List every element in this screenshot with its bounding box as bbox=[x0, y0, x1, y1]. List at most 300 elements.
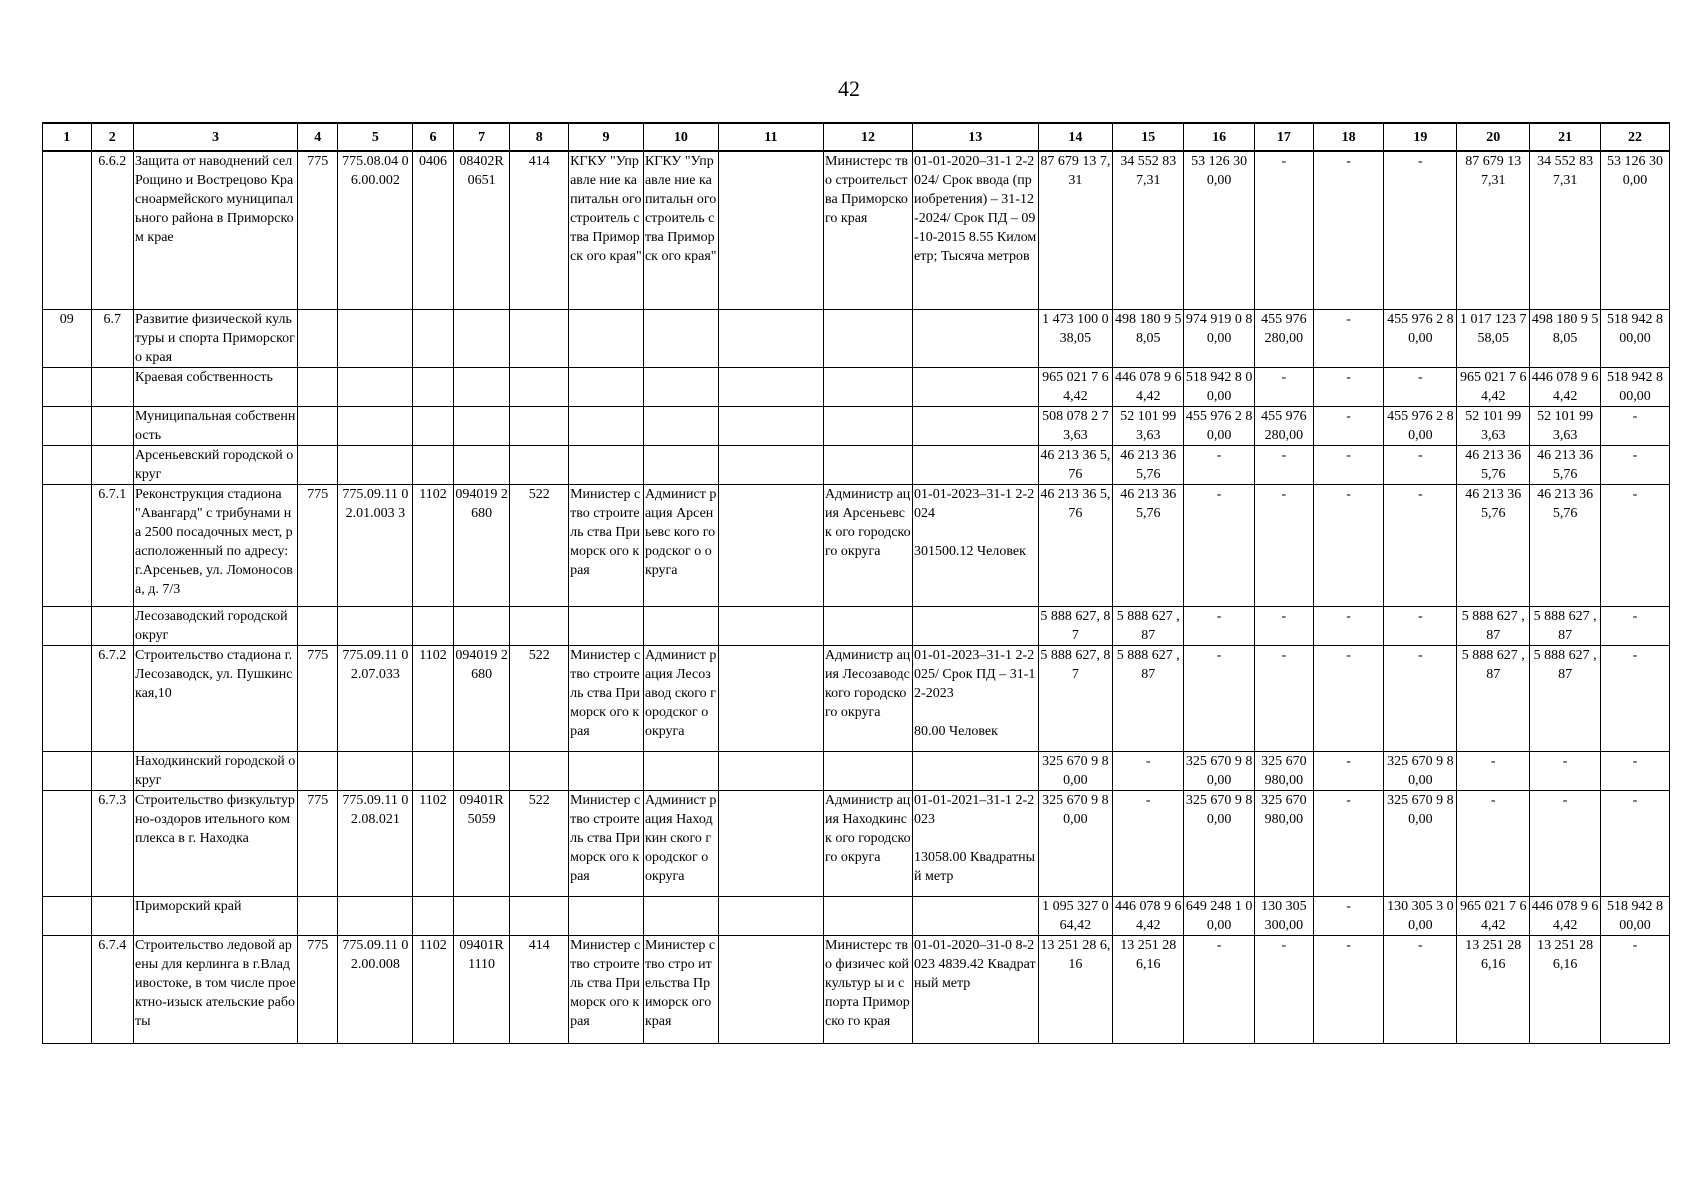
table-cell: 965 021 7 64,42 bbox=[1457, 896, 1530, 935]
table-cell: 325 670 9 80,00 bbox=[1038, 751, 1113, 790]
column-header: 22 bbox=[1600, 123, 1669, 151]
table-cell: 974 919 0 80,00 bbox=[1184, 309, 1255, 367]
table-cell: 1 017 123 758,05 bbox=[1457, 309, 1530, 367]
table-cell bbox=[453, 896, 510, 935]
table-cell bbox=[824, 309, 913, 367]
table-cell: 130 305 3 00,00 bbox=[1384, 896, 1457, 935]
table-cell: 518 942 8 00,00 bbox=[1184, 367, 1255, 406]
table-cell: 094019 2680 bbox=[453, 645, 510, 751]
table-cell bbox=[453, 406, 510, 445]
table-cell: 13 251 28 6,16 bbox=[1530, 935, 1601, 1043]
table-cell bbox=[510, 406, 569, 445]
table-cell bbox=[453, 751, 510, 790]
table-cell: 46 213 36 5,76 bbox=[1457, 445, 1530, 484]
table-cell: Министер ство строитель ства Приморск ого края bbox=[569, 645, 644, 751]
table-cell: Муниципальная собственность bbox=[134, 406, 298, 445]
table-cell: - bbox=[1313, 751, 1384, 790]
table-cell: - bbox=[1313, 406, 1384, 445]
table-row bbox=[43, 935, 1670, 1043]
table-row bbox=[43, 606, 1670, 645]
table-cell: - bbox=[1600, 645, 1669, 751]
table-cell bbox=[297, 606, 337, 645]
table-cell bbox=[297, 751, 337, 790]
table-cell: - bbox=[1384, 484, 1457, 606]
column-header: 9 bbox=[569, 123, 644, 151]
table-cell: 5 888 627, 87 bbox=[1038, 645, 1113, 751]
table-cell: 325 670 980,00 bbox=[1254, 751, 1313, 790]
table-cell bbox=[413, 367, 453, 406]
table-cell: 1102 bbox=[413, 790, 453, 896]
table-cell: - bbox=[1600, 935, 1669, 1043]
table-cell: 6.6.2 bbox=[91, 151, 133, 309]
table-cell: - bbox=[1313, 445, 1384, 484]
table-cell bbox=[297, 406, 337, 445]
table-cell: 522 bbox=[510, 645, 569, 751]
table-cell: 094019 2680 bbox=[453, 484, 510, 606]
table-cell: - bbox=[1313, 484, 1384, 606]
table-cell: - bbox=[1184, 445, 1255, 484]
table-cell: Министер ство строитель ства Приморск ого края bbox=[569, 935, 644, 1043]
table-cell bbox=[413, 606, 453, 645]
table-cell bbox=[913, 896, 1038, 935]
table-cell bbox=[91, 751, 133, 790]
table-cell bbox=[413, 309, 453, 367]
header-row bbox=[43, 123, 1670, 151]
table-cell: 13 251 28 6,16 bbox=[1457, 935, 1530, 1043]
table-cell: Приморский край bbox=[134, 896, 298, 935]
table-cell: 518 942 8 00,00 bbox=[1600, 309, 1669, 367]
table-cell: 46 213 36 5,76 bbox=[1530, 445, 1601, 484]
table-cell bbox=[43, 367, 92, 406]
column-header: 19 bbox=[1384, 123, 1457, 151]
table-cell: Администр ация Арсеньевск ого городского округа bbox=[824, 484, 913, 606]
table-cell: Строительство физкультурно-оздоров ительного комплекса в г. Находка bbox=[134, 790, 298, 896]
table-cell bbox=[453, 367, 510, 406]
table-cell: 446 078 9 64,42 bbox=[1530, 896, 1601, 935]
table-row bbox=[43, 445, 1670, 484]
table-cell: - bbox=[1384, 935, 1457, 1043]
table-cell bbox=[718, 484, 823, 606]
table-cell bbox=[718, 896, 823, 935]
table-cell: 6.7.2 bbox=[91, 645, 133, 751]
table-cell: - bbox=[1184, 935, 1255, 1043]
table-cell: 46 213 36 5,76 bbox=[1038, 484, 1113, 606]
table-cell: - bbox=[1600, 484, 1669, 606]
table-cell: 46 213 36 5,76 bbox=[1113, 445, 1184, 484]
column-header: 6 bbox=[413, 123, 453, 151]
table-cell: Администр ация Лесозаводс кого городского округа bbox=[824, 645, 913, 751]
table-cell: 325 670 9 80,00 bbox=[1038, 790, 1113, 896]
table-cell: - bbox=[1254, 606, 1313, 645]
table-cell: 09401R 1110 bbox=[453, 935, 510, 1043]
table-cell: 498 180 9 58,05 bbox=[1530, 309, 1601, 367]
table-cell: Админист рация Находкин ского городског о округа bbox=[643, 790, 718, 896]
table-cell: 522 bbox=[510, 790, 569, 896]
table-cell: 775.09.11 02.01.003 3 bbox=[338, 484, 413, 606]
table-cell: - bbox=[1313, 896, 1384, 935]
table-cell: - bbox=[1184, 645, 1255, 751]
table-cell: 5 888 627 ,87 bbox=[1530, 606, 1601, 645]
table-cell bbox=[91, 445, 133, 484]
table-row bbox=[43, 751, 1670, 790]
column-header: 3 bbox=[134, 123, 298, 151]
table-cell bbox=[510, 445, 569, 484]
table-cell: 46 213 36 5,76 bbox=[1113, 484, 1184, 606]
table-body bbox=[43, 151, 1670, 1043]
table-cell: 455 976 2 80,00 bbox=[1384, 406, 1457, 445]
table-cell: - bbox=[1384, 367, 1457, 406]
table-cell: 5 888 627 ,87 bbox=[1113, 645, 1184, 751]
table-cell: - bbox=[1113, 751, 1184, 790]
table-cell: - bbox=[1457, 751, 1530, 790]
table-cell: 53 126 30 0,00 bbox=[1184, 151, 1255, 309]
table-cell: 01-01-2020–31-1 2-2024/ Срок ввода (приобретения) – 31-12-2024/ Срок ПД – 09-10-2015 8.55 Километр; Тысяча метров bbox=[913, 151, 1038, 309]
table-cell: Строительство стадиона г. Лесозаводск, ул. Пушкинская,10 bbox=[134, 645, 298, 751]
table-cell bbox=[643, 751, 718, 790]
table-cell: 446 078 9 64,42 bbox=[1113, 896, 1184, 935]
table-cell: 518 942 8 00,00 bbox=[1600, 896, 1669, 935]
table-cell: 08402R 0651 bbox=[453, 151, 510, 309]
table-cell bbox=[413, 896, 453, 935]
table-cell: 52 101 99 3,63 bbox=[1113, 406, 1184, 445]
table-cell: Админист рация Лесозавод ского городског о округа bbox=[643, 645, 718, 751]
table-cell: - bbox=[1184, 484, 1255, 606]
table-cell bbox=[718, 935, 823, 1043]
column-header: 1 bbox=[43, 123, 92, 151]
table-cell: Находкинский городской округ bbox=[134, 751, 298, 790]
column-header: 17 bbox=[1254, 123, 1313, 151]
table-cell bbox=[824, 606, 913, 645]
table-cell: 01-01-2023–31-1 2-2025/ Срок ПД – 31-12-2023 80.00 Человек bbox=[913, 645, 1038, 751]
table-cell bbox=[569, 751, 644, 790]
table-cell: Министерс тво строительст ва Приморско го края bbox=[824, 151, 913, 309]
table-cell: 455 976 2 80,00 bbox=[1384, 309, 1457, 367]
table-cell bbox=[43, 406, 92, 445]
table-cell bbox=[43, 445, 92, 484]
table-cell: 775.09.11 02.07.033 bbox=[338, 645, 413, 751]
table-cell bbox=[91, 606, 133, 645]
table-cell: Министер ство строитель ства Приморск ого края bbox=[569, 790, 644, 896]
table-cell bbox=[824, 751, 913, 790]
table-cell: - bbox=[1254, 645, 1313, 751]
table-cell bbox=[91, 896, 133, 935]
table-cell bbox=[297, 445, 337, 484]
table-cell: 5 888 627 ,87 bbox=[1457, 606, 1530, 645]
column-header: 10 bbox=[643, 123, 718, 151]
table-cell bbox=[718, 367, 823, 406]
column-header: 16 bbox=[1184, 123, 1255, 151]
table-cell: 775 bbox=[297, 790, 337, 896]
table-cell bbox=[338, 406, 413, 445]
table-row bbox=[43, 151, 1670, 309]
table-cell: 775.08.04 06.00.002 bbox=[338, 151, 413, 309]
table-cell bbox=[413, 445, 453, 484]
table-cell: 01-01-2023–31-1 2-2024 301500.12 Человек bbox=[913, 484, 1038, 606]
table-cell: 775.09.11 02.08.021 bbox=[338, 790, 413, 896]
column-header: 21 bbox=[1530, 123, 1601, 151]
table-cell bbox=[913, 367, 1038, 406]
table-cell bbox=[453, 445, 510, 484]
table-cell: 775 bbox=[297, 935, 337, 1043]
table-cell bbox=[643, 445, 718, 484]
table-cell bbox=[43, 896, 92, 935]
table-cell: - bbox=[1600, 445, 1669, 484]
table-cell bbox=[913, 445, 1038, 484]
table-cell: 965 021 7 64,42 bbox=[1038, 367, 1113, 406]
table-cell: 455 976 2 80,00 bbox=[1184, 406, 1255, 445]
table-cell: - bbox=[1113, 790, 1184, 896]
table-cell: 325 670 9 80,00 bbox=[1384, 751, 1457, 790]
table-cell bbox=[824, 367, 913, 406]
table-cell: - bbox=[1254, 151, 1313, 309]
table-cell: 325 670 9 80,00 bbox=[1384, 790, 1457, 896]
table-cell: - bbox=[1313, 309, 1384, 367]
table-cell: Министер ство стро ительства Приморск ого края bbox=[643, 935, 718, 1043]
table-cell bbox=[453, 309, 510, 367]
table-cell: 46 213 36 5,76 bbox=[1457, 484, 1530, 606]
table-cell: 130 305 300,00 bbox=[1254, 896, 1313, 935]
table-cell bbox=[297, 896, 337, 935]
table-cell: 87 679 13 7,31 bbox=[1457, 151, 1530, 309]
table-cell bbox=[338, 896, 413, 935]
page-number: 42 bbox=[838, 76, 860, 101]
table-cell: 649 248 1 00,00 bbox=[1184, 896, 1255, 935]
table-cell: Развитие физической культуры и спорта Приморского края bbox=[134, 309, 298, 367]
table-cell: Министер ство строитель ства Приморск ого края bbox=[569, 484, 644, 606]
table-cell: 455 976 280,00 bbox=[1254, 406, 1313, 445]
table-cell bbox=[43, 606, 92, 645]
table-cell: 01-01-2021–31-1 2-2023 13058.00 Квадратный метр bbox=[913, 790, 1038, 896]
table-row bbox=[43, 896, 1670, 935]
table-cell: - bbox=[1600, 751, 1669, 790]
table-cell bbox=[338, 606, 413, 645]
table-cell: 34 552 83 7,31 bbox=[1530, 151, 1601, 309]
table-cell bbox=[569, 896, 644, 935]
table-row bbox=[43, 484, 1670, 606]
table-cell bbox=[569, 367, 644, 406]
column-header: 20 bbox=[1457, 123, 1530, 151]
table-cell bbox=[413, 406, 453, 445]
table-cell bbox=[824, 406, 913, 445]
table-cell bbox=[453, 606, 510, 645]
table-cell: 498 180 9 58,05 bbox=[1113, 309, 1184, 367]
table-cell bbox=[297, 309, 337, 367]
table-cell: 775 bbox=[297, 484, 337, 606]
table-cell: 6.7.4 bbox=[91, 935, 133, 1043]
table-cell: 09401R 5059 bbox=[453, 790, 510, 896]
table-cell bbox=[569, 445, 644, 484]
table-cell bbox=[43, 645, 92, 751]
table-cell: - bbox=[1313, 790, 1384, 896]
table-cell: 325 670 9 80,00 bbox=[1184, 751, 1255, 790]
table-cell: 6.7.1 bbox=[91, 484, 133, 606]
table-cell: 1 473 100 038,05 bbox=[1038, 309, 1113, 367]
table-cell: КГКУ "Управле ние капитальн ого строитель ства Приморск ого края" bbox=[643, 151, 718, 309]
table-cell bbox=[913, 309, 1038, 367]
table-cell: 09 bbox=[43, 309, 92, 367]
table-cell: 53 126 30 0,00 bbox=[1600, 151, 1669, 309]
table-cell bbox=[413, 751, 453, 790]
column-header: 7 bbox=[453, 123, 510, 151]
table-cell: 46 213 36 5,76 bbox=[1038, 445, 1113, 484]
column-header: 12 bbox=[824, 123, 913, 151]
table-cell bbox=[824, 896, 913, 935]
table-cell: - bbox=[1254, 367, 1313, 406]
table-cell: - bbox=[1313, 606, 1384, 645]
table-cell: 518 942 8 00,00 bbox=[1600, 367, 1669, 406]
table-cell: - bbox=[1530, 751, 1601, 790]
table-cell: 52 101 99 3,63 bbox=[1457, 406, 1530, 445]
table-cell: - bbox=[1254, 484, 1313, 606]
column-header: 14 bbox=[1038, 123, 1113, 151]
table-cell bbox=[43, 790, 92, 896]
table-cell bbox=[43, 151, 92, 309]
table-cell bbox=[338, 445, 413, 484]
table-cell: Строительство ледовой арены для керлинга в г.Владивостоке, в том числе проектно-изыск ательские работы bbox=[134, 935, 298, 1043]
table-cell bbox=[91, 406, 133, 445]
table-cell: 775 bbox=[297, 151, 337, 309]
table-row bbox=[43, 406, 1670, 445]
column-header: 8 bbox=[510, 123, 569, 151]
table-cell bbox=[43, 751, 92, 790]
table-row bbox=[43, 645, 1670, 751]
table-cell bbox=[718, 751, 823, 790]
table-cell: 46 213 36 5,76 bbox=[1530, 484, 1601, 606]
table-cell: 325 670 9 80,00 bbox=[1184, 790, 1255, 896]
table-row bbox=[43, 790, 1670, 896]
table-cell bbox=[43, 935, 92, 1043]
table-cell: Краевая собственность bbox=[134, 367, 298, 406]
table-cell: 6.7.3 bbox=[91, 790, 133, 896]
table-cell bbox=[510, 309, 569, 367]
table-cell: - bbox=[1313, 645, 1384, 751]
table-cell bbox=[338, 751, 413, 790]
table-cell bbox=[510, 606, 569, 645]
table-cell: - bbox=[1313, 935, 1384, 1043]
table-cell: 13 251 28 6,16 bbox=[1038, 935, 1113, 1043]
table-cell: 325 670 980,00 bbox=[1254, 790, 1313, 896]
table-cell: Защита от наводнений сел Рощино и Вострецово Красноармейского муниципального района в Приморском крае bbox=[134, 151, 298, 309]
table-cell bbox=[718, 606, 823, 645]
column-header: 13 bbox=[913, 123, 1038, 151]
table-cell: 87 679 13 7,31 bbox=[1038, 151, 1113, 309]
table-cell: 13 251 28 6,16 bbox=[1113, 935, 1184, 1043]
table-cell: - bbox=[1457, 790, 1530, 896]
table-cell: - bbox=[1313, 367, 1384, 406]
table-cell bbox=[510, 367, 569, 406]
table-cell: - bbox=[1254, 935, 1313, 1043]
table-cell: 1102 bbox=[413, 645, 453, 751]
table-cell bbox=[913, 606, 1038, 645]
table-cell: 508 078 2 73,63 bbox=[1038, 406, 1113, 445]
table-cell: - bbox=[1530, 790, 1601, 896]
column-header: 11 bbox=[718, 123, 823, 151]
column-header: 5 bbox=[338, 123, 413, 151]
table-cell bbox=[569, 309, 644, 367]
table-row bbox=[43, 367, 1670, 406]
table-cell bbox=[510, 751, 569, 790]
table-cell bbox=[913, 751, 1038, 790]
column-header: 2 bbox=[91, 123, 133, 151]
table-cell: Реконструкция стадиона "Авангард" с трибунами на 2500 посадочных мест, расположенный по адресу: г.Арсеньев, ул. Ломоносова, д. 7/3 bbox=[134, 484, 298, 606]
table-cell bbox=[569, 406, 644, 445]
table-cell: 414 bbox=[510, 151, 569, 309]
table-cell bbox=[718, 151, 823, 309]
table-cell bbox=[718, 309, 823, 367]
table-cell: 0406 bbox=[413, 151, 453, 309]
table-cell: - bbox=[1313, 151, 1384, 309]
table-cell: - bbox=[1600, 790, 1669, 896]
column-header: 4 bbox=[297, 123, 337, 151]
table-cell: 965 021 7 64,42 bbox=[1457, 367, 1530, 406]
table-cell: 34 552 83 7,31 bbox=[1113, 151, 1184, 309]
table-cell bbox=[338, 309, 413, 367]
table-cell bbox=[643, 367, 718, 406]
table-cell: 1 095 327 064,42 bbox=[1038, 896, 1113, 935]
table-cell bbox=[569, 606, 644, 645]
table-cell bbox=[643, 309, 718, 367]
table-cell bbox=[718, 445, 823, 484]
table-cell: - bbox=[1384, 645, 1457, 751]
table-cell bbox=[43, 484, 92, 606]
table-cell: 414 bbox=[510, 935, 569, 1043]
table-cell: - bbox=[1184, 606, 1255, 645]
table-cell: Админист рация Арсеньевс кого городског о округа bbox=[643, 484, 718, 606]
table-cell: Арсеньевский городской округ bbox=[134, 445, 298, 484]
table-cell: 5 888 627 ,87 bbox=[1113, 606, 1184, 645]
column-header: 15 bbox=[1113, 123, 1184, 151]
table-cell bbox=[643, 606, 718, 645]
table-cell bbox=[643, 896, 718, 935]
table-cell bbox=[824, 445, 913, 484]
table-cell: 6.7 bbox=[91, 309, 133, 367]
table-cell bbox=[718, 645, 823, 751]
table-cell: 5 888 627 ,87 bbox=[1457, 645, 1530, 751]
table-cell: Министерс тво физичес кой культур ы и спорта Приморско го края bbox=[824, 935, 913, 1043]
table-cell bbox=[913, 406, 1038, 445]
table-cell bbox=[91, 367, 133, 406]
table-cell: 775 bbox=[297, 645, 337, 751]
table-cell: - bbox=[1600, 606, 1669, 645]
table-row bbox=[43, 309, 1670, 367]
table-cell: 446 078 9 64,42 bbox=[1113, 367, 1184, 406]
table-cell: - bbox=[1384, 606, 1457, 645]
table-cell: 446 078 9 64,42 bbox=[1530, 367, 1601, 406]
table-cell: - bbox=[1384, 445, 1457, 484]
column-header: 18 bbox=[1313, 123, 1384, 151]
table-cell: - bbox=[1600, 406, 1669, 445]
table-cell: 775.09.11 02.00.008 bbox=[338, 935, 413, 1043]
table-cell: 1102 bbox=[413, 935, 453, 1043]
table-cell: 455 976 280,00 bbox=[1254, 309, 1313, 367]
table-cell: 5 888 627, 87 bbox=[1038, 606, 1113, 645]
table-cell: 52 101 99 3,63 bbox=[1530, 406, 1601, 445]
table-cell bbox=[643, 406, 718, 445]
table-cell: 5 888 627 ,87 bbox=[1530, 645, 1601, 751]
table-cell: Администр ация Находкинск ого городского округа bbox=[824, 790, 913, 896]
table-cell: 522 bbox=[510, 484, 569, 606]
table-cell bbox=[338, 367, 413, 406]
table-cell: 1102 bbox=[413, 484, 453, 606]
table-cell: 01-01-2020–31-0 8-2023 4839.42 Квадратный метр bbox=[913, 935, 1038, 1043]
table-cell bbox=[297, 367, 337, 406]
budget-table bbox=[42, 122, 1670, 1044]
table-cell: - bbox=[1254, 445, 1313, 484]
table-cell: Лесозаводский городской округ bbox=[134, 606, 298, 645]
table-cell bbox=[718, 790, 823, 896]
table-cell: КГКУ "Управле ние капитальн ого строитель ства Приморск ого края" bbox=[569, 151, 644, 309]
table-cell bbox=[510, 896, 569, 935]
